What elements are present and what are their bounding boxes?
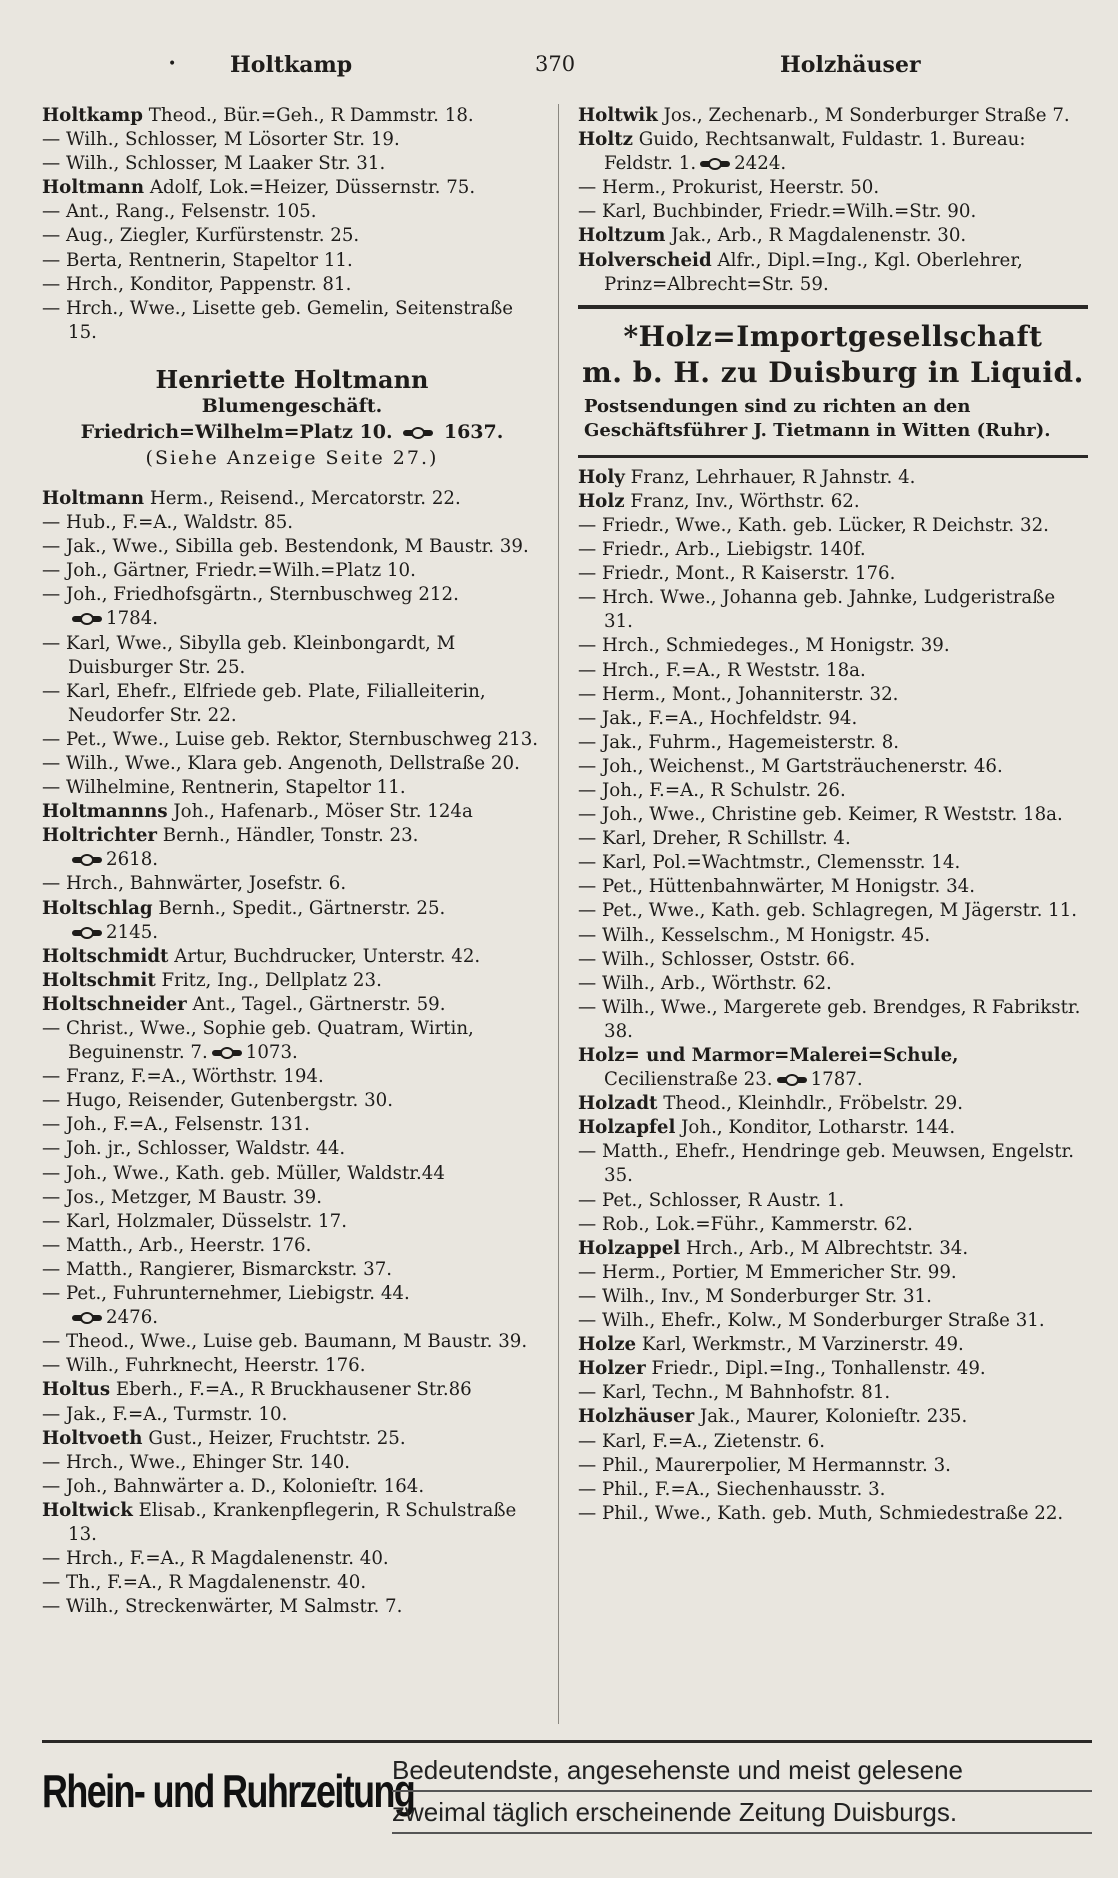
entry-details: — Ant., Rang., Felsenstr. 105.	[42, 201, 317, 223]
telephone-icon	[212, 1049, 242, 1057]
entry-details: — Karl, Holzmaler, Düsselstr. 17.	[42, 1210, 347, 1232]
page-number: 370	[535, 52, 576, 76]
entry-details: — Franz, F.=A., Wörthstr. 194.	[42, 1066, 324, 1088]
entry-surname: Holtkamp	[42, 105, 143, 126]
directory-entry	[578, 586, 1088, 634]
directory-entry	[578, 466, 1088, 490]
directory-entry	[578, 249, 1088, 297]
entry-details: — Hrch., Wwe., Ehinger Str. 140.	[42, 1451, 351, 1473]
entry-phone: 1784.	[106, 608, 159, 630]
entry-details: — Phil., Maurerpolier, M Hermannstr. 3.	[578, 1454, 951, 1476]
entry-surname: Holzhäuser	[578, 1406, 695, 1428]
ad-holtmann-title: Henriette Holtmann	[155, 364, 429, 394]
entry-surname: Holtwik	[578, 105, 658, 126]
entry-phone: 1787.	[810, 1069, 863, 1091]
entry-details: — Herm., Prokurist, Heerstr. 50.	[578, 177, 880, 199]
directory-entry	[42, 632, 542, 680]
directory-entry	[42, 297, 542, 345]
entry-list-right-top	[578, 104, 1088, 297]
entry-details: — Pet., Wwe., Luise geb. Rektor, Sternbuschweg 213.	[42, 728, 539, 750]
entry-details: — Pet., Fuhrunternehmer, Liebigstr. 44.	[42, 1283, 410, 1305]
entry-details: Jak., Arb., R Magdalenenstr. 30.	[665, 225, 967, 247]
entry-details: — Joh. jr., Schlosser, Waldstr. 44.	[42, 1138, 346, 1160]
entry-details: — Karl, F.=A., Zietenstr. 6.	[578, 1430, 826, 1452]
ad-holz-import	[578, 319, 1088, 447]
directory-entry	[42, 969, 542, 993]
directory-entry	[42, 1210, 542, 1234]
directory-entry	[42, 993, 542, 1017]
entry-details: — Joh., Gärtner, Friedr.=Wilh.=Platz 10.	[42, 560, 416, 582]
ad-holtmann-address: Friedrich=Wilhelm=Platz 10.	[80, 420, 393, 443]
directory-entry	[42, 1595, 542, 1619]
entry-details: — Wilh., Ehefr., Kolw., M Sonderburger Straße 31.	[578, 1310, 1045, 1332]
ad-holtmann-note: (Siehe Anzeige Seite 27.)	[145, 446, 439, 469]
entry-details: Bernh., Händler, Tonstr. 23.	[156, 825, 419, 847]
entry-details: — Hrch., Wwe., Lisette geb. Gemelin, Seitenstraße 15.	[42, 297, 514, 343]
entry-details: — Friedr., Mont., R Kaiserstr. 176.	[578, 563, 896, 585]
directory-entry	[578, 803, 1088, 827]
directory-entry	[578, 1454, 1088, 1478]
directory-entry	[42, 1234, 542, 1258]
directory-entry	[42, 1065, 542, 1089]
directory-entry	[578, 562, 1088, 586]
entry-surname: Holtmann	[42, 177, 145, 199]
entry-phone: 2424.	[734, 153, 787, 175]
ad-holtmann-subtitle: Blumengeschäft.	[201, 394, 383, 417]
entry-surname: Holtwick	[42, 1499, 133, 1521]
directory-entry	[42, 249, 542, 273]
directory-entry	[42, 224, 542, 248]
footer-slogan-line-2: zweimal täglich erscheinende Zeitung Duisburgs.	[392, 1792, 1092, 1834]
entry-details: — Karl, Wwe., Sibylla geb. Kleinbongardt, M Duisburger Str. 25.	[42, 632, 456, 678]
entry-details: — Wilh., Schlosser, M Lösorter Str. 19.	[42, 129, 400, 151]
directory-entry	[42, 1427, 542, 1451]
entry-phone: 2145.	[106, 921, 159, 943]
directory-entry	[42, 1547, 542, 1571]
directory-entry	[42, 1378, 542, 1402]
header-bullet: •	[168, 56, 177, 72]
entry-details: — Hrch., F.=A., R Magdalenenstr. 40.	[42, 1548, 389, 1570]
entry-details: — Matth., Ehefr., Hendringe geb. Meuwsen, Engelstr. 35.	[578, 1141, 1075, 1187]
entry-surname: Holtzum	[578, 225, 666, 247]
entry-details: — Herm., Mont., Johanniterstr. 32.	[578, 683, 899, 705]
entry-details: Friedr., Dipl.=Ing., Tonhallenstr. 49.	[645, 1358, 986, 1380]
entry-phone: 2618.	[106, 849, 159, 871]
directory-entry	[578, 1430, 1088, 1454]
directory-entry	[578, 1189, 1088, 1213]
telephone-icon	[72, 615, 102, 623]
entry-surname: Holtrichter	[42, 825, 157, 847]
directory-entry	[42, 104, 542, 128]
directory-entry	[42, 1330, 542, 1354]
entry-details: — Hrch., F.=A., R Weststr. 18a.	[578, 659, 866, 681]
entry-surname: Holtvoeth	[42, 1427, 143, 1449]
entry-details: Fritz, Ing., Dellplatz 23.	[155, 969, 382, 991]
entry-details: — Wilh., Arb., Wörthstr. 62.	[578, 972, 832, 994]
right-column	[578, 104, 1088, 1526]
entry-details: — Christ., Wwe., Sophie geb. Quatram, Wirtin, Beguinenstr. 7.	[42, 1018, 474, 1064]
entry-surname: Holz= und Marmor=Malerei=Schule,	[578, 1045, 959, 1066]
directory-entry	[578, 875, 1088, 899]
entry-details: Ant., Tagel., Gärtnerstr. 59.	[186, 993, 446, 1015]
telephone-icon	[403, 429, 433, 437]
directory-entry	[42, 1354, 542, 1378]
directory-entry	[578, 1405, 1088, 1429]
entry-details: Adolf, Lok.=Heizer, Düssernstr. 75.	[144, 177, 476, 199]
directory-entry	[578, 1381, 1088, 1405]
directory-entry	[578, 1478, 1088, 1502]
entry-details: — Wilh., Kesselschm., M Honigstr. 45.	[578, 924, 931, 946]
directory-entry	[578, 1285, 1088, 1309]
ad-holtmann	[42, 364, 542, 471]
entry-details: — Joh., Bahnwärter a. D., Kolonieſtr. 164.	[42, 1475, 425, 1497]
directory-entry	[578, 104, 1088, 128]
entry-details: Alfr., Dipl.=Ing., Kgl. Oberlehrer, Prinz=Albrecht=Str. 59.	[604, 249, 1023, 295]
entry-details: Franz, Inv., Wörthstr. 62.	[624, 490, 860, 512]
directory-entry	[42, 1403, 542, 1427]
directory-entry	[42, 273, 542, 297]
entry-surname: Holtz	[578, 129, 633, 151]
entry-details: Herm., Reisend., Mercatorstr. 22.	[144, 487, 461, 509]
entry-phone: 2476.	[106, 1307, 159, 1329]
ad-import-bottom-rule	[578, 455, 1088, 458]
directory-entry	[42, 897, 542, 945]
directory-entry	[42, 1258, 542, 1282]
entry-surname: Holtschmidt	[42, 945, 169, 967]
entry-surname: Holverscheid	[578, 249, 712, 271]
directory-entry	[42, 176, 542, 200]
entry-surname: Holtmann	[42, 487, 145, 509]
directory-entry	[578, 224, 1088, 248]
entry-details: — Wilhelmine, Rentnerin, Stapeltor 11.	[42, 777, 406, 799]
directory-entry	[578, 1333, 1088, 1357]
entry-surname: Holze	[578, 1334, 637, 1356]
directory-entry	[578, 1116, 1088, 1140]
ad-holtmann-address-line	[42, 419, 542, 445]
footer-rule	[42, 1740, 1092, 1743]
entry-details: — Karl, Techn., M Bahnhofstr. 81.	[578, 1382, 891, 1404]
directory-entry	[42, 152, 542, 176]
directory-entry	[578, 683, 1088, 707]
directory-entry	[42, 872, 542, 896]
entry-details: — Hrch., Bahnwärter, Josefstr. 6.	[42, 873, 347, 895]
directory-entry	[578, 731, 1088, 755]
entry-details: — Hub., F.=A., Waldstr. 85.	[42, 512, 294, 534]
entry-details: Jos., Zechenarb., M Sonderburger Straße 7.	[657, 105, 1070, 126]
entry-surname: Holtschneider	[42, 993, 187, 1015]
directory-entry	[578, 514, 1088, 538]
entry-details: — Th., F.=A., R Magdalenenstr. 40.	[42, 1572, 367, 1594]
entry-details: — Hrch. Wwe., Johanna geb. Jahnke, Ludgeristraße 31.	[578, 587, 1056, 633]
directory-entry	[578, 1237, 1088, 1261]
directory-entry	[42, 1186, 542, 1210]
directory-entry	[578, 1213, 1088, 1237]
directory-entry	[42, 1282, 542, 1330]
entry-details: — Friedr., Arb., Liebigstr. 140f.	[578, 539, 866, 561]
directory-entry	[578, 634, 1088, 658]
ad-holtmann-phone: 1637.	[443, 420, 504, 443]
entry-phone: 1073.	[245, 1042, 298, 1064]
entry-details: Joh., Hafenarb., Möser Str. 124a	[167, 801, 473, 823]
entry-details: — Jak., F.=A., Turmstr. 10.	[42, 1403, 288, 1425]
entry-details: Hrch., Arb., M Albrechtstr. 34.	[680, 1237, 969, 1259]
left-column	[42, 104, 542, 1619]
header-left-keyword: Holtkamp	[230, 52, 353, 78]
directory-entry	[42, 945, 542, 969]
entry-details: Franz, Lehrhauer, R Jahnstr. 4.	[624, 466, 916, 488]
directory-entry	[578, 851, 1088, 875]
entry-surname: Holz	[578, 490, 625, 512]
entry-details: — Aug., Ziegler, Kurfürstenstr. 25.	[42, 225, 360, 247]
entry-details: — Theod., Wwe., Luise geb. Baumann, M Baustr. 39.	[42, 1331, 528, 1353]
entry-details: — Hrch., Schmiedeges., M Honigstr. 39.	[578, 635, 950, 657]
directory-entry	[578, 1502, 1088, 1526]
footer-advertisement	[42, 1740, 1092, 1840]
entry-details: — Karl, Ehefr., Elfriede geb. Plate, Filialleiterin, Neudorfer Str. 22.	[42, 680, 486, 726]
entry-details: Theod., Bür.=Geh., R Dammstr. 18.	[142, 105, 474, 126]
column-divider	[558, 104, 559, 1724]
entry-details: — Wilh., Wwe., Margerete geb. Brendges, R Fabrikstr. 38.	[578, 996, 1081, 1042]
directory-entry	[42, 776, 542, 800]
newspaper-logo: Rhein- und Ruhrzeitung	[42, 1765, 415, 1817]
entry-details: — Karl, Pol.=Wachtmstr., Clemensstr. 14.	[578, 852, 961, 874]
entry-surname: Holtus	[42, 1379, 111, 1401]
entry-details: — Jak., F.=A., Hochfeldstr. 94.	[578, 707, 858, 729]
directory-entry	[578, 1140, 1088, 1188]
directory-entry	[578, 755, 1088, 779]
directory-entry	[42, 728, 542, 752]
entry-details: — Karl, Dreher, R Schillstr. 4.	[578, 828, 851, 850]
entry-details: Theod., Kleinhdlr., Fröbelstr. 29.	[657, 1093, 964, 1115]
telephone-icon	[72, 929, 102, 937]
entry-details: — Matth., Arb., Heerstr. 176.	[42, 1234, 312, 1256]
directory-entry	[578, 924, 1088, 948]
entry-surname: Holy	[578, 466, 625, 488]
telephone-icon	[72, 1314, 102, 1322]
entry-details: — Matth., Rangierer, Bismarckstr. 37.	[42, 1258, 393, 1280]
ad-import-note: Postsendungen sind zu richten an den Geschäftsführer J. Tietmann in Witten (Ruhr).	[584, 395, 1051, 441]
directory-entry	[578, 827, 1088, 851]
entry-surname: Holzappel	[578, 1237, 681, 1259]
ad-import-line2: m. b. H. zu Duisburg in Liquid.	[582, 355, 1084, 389]
directory-entry	[578, 128, 1088, 176]
entry-details: — Wilh., Wwe., Klara geb. Angenoth, Dellstraße 20.	[42, 752, 520, 774]
directory-entry	[42, 1499, 542, 1547]
entry-list-right-main	[578, 466, 1088, 1526]
directory-entry	[578, 948, 1088, 972]
page-header	[0, 52, 1118, 92]
directory-entry	[42, 1475, 542, 1499]
entry-details: — Hugo, Reisender, Gutenbergstr. 30.	[42, 1090, 394, 1112]
entry-details: — Wilh., Schlosser, Oststr. 66.	[578, 948, 856, 970]
directory-entry	[42, 1137, 542, 1161]
entry-details: — Phil., F.=A., Siechenhausstr. 3.	[578, 1478, 886, 1500]
entry-details: Joh., Konditor, Lotharstr. 144.	[675, 1117, 956, 1139]
entry-details: — Jos., Metzger, M Baustr. 39.	[42, 1186, 322, 1208]
entry-details: — Joh., Wwe., Kath. geb. Müller, Waldstr.44	[42, 1162, 445, 1184]
entry-details: — Pet., Wwe., Kath. geb. Schlagregen, M Jägerstr. 11.	[578, 900, 1078, 922]
directory-entry	[42, 1089, 542, 1113]
entry-details: — Wilh., Streckenwärter, M Salmstr. 7.	[42, 1596, 403, 1618]
entry-surname: Holzer	[578, 1358, 646, 1380]
header-right-keyword: Holzhäuser	[780, 52, 921, 78]
telephone-icon	[700, 160, 730, 168]
directory-entry	[578, 490, 1088, 514]
entry-details: Cecilienstraße 23.	[604, 1069, 773, 1091]
entry-details: — Wilh., Schlosser, M Laaker Str. 31.	[42, 153, 386, 175]
entry-details: — Rob., Lok.=Führ., Kammerstr. 62.	[578, 1213, 913, 1235]
entry-details: — Wilh., Inv., M Sonderburger Str. 31.	[578, 1285, 932, 1307]
directory-entry	[42, 824, 542, 872]
directory-entry	[42, 1162, 542, 1186]
directory-entry	[42, 1113, 542, 1137]
entry-details: Bernh., Spedit., Gärtnerstr. 25.	[152, 897, 446, 919]
entry-details: Jak., Maurer, Kolonieſtr. 235.	[694, 1406, 968, 1428]
entry-details: — Jak., Wwe., Sibilla geb. Bestendonk, M Baustr. 39.	[42, 536, 529, 558]
directory-entry	[578, 659, 1088, 683]
entry-surname: Holzadt	[578, 1093, 658, 1115]
directory-entry	[42, 680, 542, 728]
directory-entry	[42, 559, 542, 583]
entry-details: — Joh., Wwe., Christine geb. Keimer, R Weststr. 18a.	[578, 804, 1063, 826]
entry-details: — Pet., Schlosser, R Austr. 1.	[578, 1189, 845, 1211]
directory-entry	[42, 800, 542, 824]
entry-details: — Karl, Buchbinder, Friedr.=Wilh.=Str. 90.	[578, 201, 977, 223]
directory-entry	[578, 176, 1088, 200]
entry-surname: Holtschlag	[42, 897, 153, 919]
directory-entry	[42, 487, 542, 511]
directory-entry	[578, 1044, 1088, 1092]
entry-details: — Hrch., Konditor, Pappenstr. 81.	[42, 273, 352, 295]
directory-entry	[42, 583, 542, 631]
directory-entry	[42, 1571, 542, 1595]
entry-details: — Joh., F.=A., R Schulstr. 26.	[578, 779, 846, 801]
entry-details: — Joh., F.=A., Felsenstr. 131.	[42, 1114, 310, 1136]
entry-details: — Herm., Portier, M Emmericher Str. 99.	[578, 1261, 957, 1283]
entry-details: — Joh., Weichenst., M Gartsträuchenerstr. 46.	[578, 755, 1003, 777]
ad-import-top-rule	[578, 305, 1088, 309]
directory-entry	[578, 200, 1088, 224]
entry-surname: Holtmannns	[42, 801, 168, 823]
directory-entry	[42, 200, 542, 224]
entry-details: — Wilh., Fuhrknecht, Heerstr. 176.	[42, 1355, 366, 1377]
directory-entry	[578, 996, 1088, 1044]
entry-details: Elisab., Krankenpflegerin, R Schulstraße 13.	[68, 1499, 517, 1545]
entry-list-left-main	[42, 487, 542, 1619]
directory-entry	[578, 899, 1088, 923]
entry-details: — Joh., Friedhofsgärtn., Sternbuschweg 212.	[42, 584, 459, 606]
telephone-icon	[777, 1076, 807, 1084]
entry-details: — Jak., Fuhrm., Hagemeisterstr. 8.	[578, 731, 900, 753]
entry-surname: Holzapfel	[578, 1117, 676, 1139]
entry-details: — Berta, Rentnerin, Stapeltor 11.	[42, 249, 353, 271]
directory-entry	[42, 752, 542, 776]
entry-details: Gust., Heizer, Fruchtstr. 25.	[142, 1427, 406, 1449]
entry-surname: Holtschmit	[42, 969, 156, 991]
directory-entry	[42, 1017, 542, 1065]
directory-entry	[578, 1092, 1088, 1116]
entry-details: Karl, Werkmstr., M Varzinerstr. 49.	[636, 1334, 964, 1356]
directory-entry	[578, 1309, 1088, 1333]
telephone-icon	[72, 856, 102, 864]
directory-entry	[578, 779, 1088, 803]
directory-entry	[42, 1451, 542, 1475]
directory-entry	[42, 535, 542, 559]
footer-slogan-line-1: Bedeutendste, angesehenste und meist gelesene	[392, 1750, 1092, 1792]
directory-entry	[42, 511, 542, 535]
directory-entry	[578, 1357, 1088, 1381]
directory-entry	[42, 128, 542, 152]
entry-details: — Friedr., Wwe., Kath. geb. Lücker, R Deichstr. 32.	[578, 514, 1049, 536]
directory-entry	[578, 1261, 1088, 1285]
directory-entry	[578, 972, 1088, 996]
ad-import-line1: *Holz=Importgesellschaft	[623, 319, 1043, 353]
entry-details: Guido, Rechtsanwalt, Fuldastr. 1. Bureau: Feldstr. 1.	[604, 129, 1026, 175]
directory-entry	[578, 538, 1088, 562]
entry-details: Artur, Buchdrucker, Unterstr. 42.	[168, 945, 481, 967]
entry-details: Eberh., F.=A., R Bruckhausener Str.86	[110, 1379, 472, 1401]
directory-entry	[578, 707, 1088, 731]
entry-details: — Phil., Wwe., Kath. geb. Muth, Schmiedestraße 22.	[578, 1502, 1064, 1524]
entry-details: — Pet., Hüttenbahnwärter, M Honigstr. 34.	[578, 876, 976, 898]
entry-list-left-top	[42, 104, 542, 345]
footer-slogan	[392, 1750, 1092, 1834]
